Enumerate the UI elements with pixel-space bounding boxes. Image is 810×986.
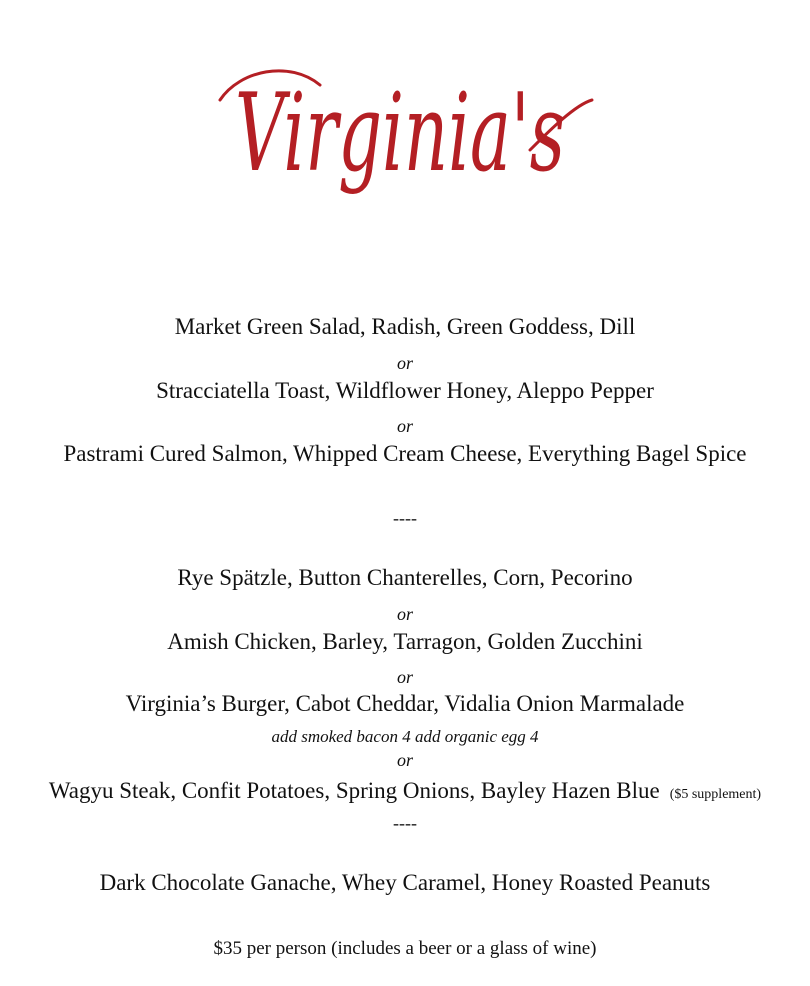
dessert: Dark Chocolate Ganache, Whey Caramel, Honey Roasted Peanuts: [99, 870, 711, 895]
or-separator: or: [396, 667, 413, 687]
starter-2: Stracciatella Toast, Wildflower Honey, Aleppo Pepper: [156, 378, 654, 403]
price-note: $35 per person (includes a beer or a glass of wine): [213, 938, 597, 959]
or-separator: or: [396, 750, 413, 770]
or-separator: or: [396, 353, 413, 373]
main-4: [0, 778, 810, 804]
course-divider: ----: [393, 508, 417, 528]
main-2: Amish Chicken, Barley, Tarragon, Golden Zucchini: [167, 629, 643, 654]
or-separator: or: [396, 416, 413, 436]
main-1: Rye Spätzle, Button Chanterelles, Corn, Pecorino: [177, 565, 633, 590]
or-separator: or: [396, 604, 413, 624]
main-4-name: Wagyu Steak, Confit Potatoes, Spring Onions, Bayley Hazen Blue: [48, 778, 660, 803]
main-3: Virginia’s Burger, Cabot Cheddar, Vidalia Onion Marmalade: [125, 691, 685, 716]
virginias-logo: [200, 30, 600, 220]
wagyu-supplement: ($5 supplement): [669, 787, 762, 802]
logo-wordmark: Virginia's: [235, 71, 565, 196]
starter-3: Pastrami Cured Salmon, Whipped Cream Cheese, Everything Bagel Spice: [63, 441, 747, 466]
course-divider: ----: [393, 813, 417, 833]
burger-addons: add smoked bacon 4 add organic egg 4: [271, 727, 539, 746]
starter-1: Market Green Salad, Radish, Green Goddess, Dill: [174, 314, 636, 339]
